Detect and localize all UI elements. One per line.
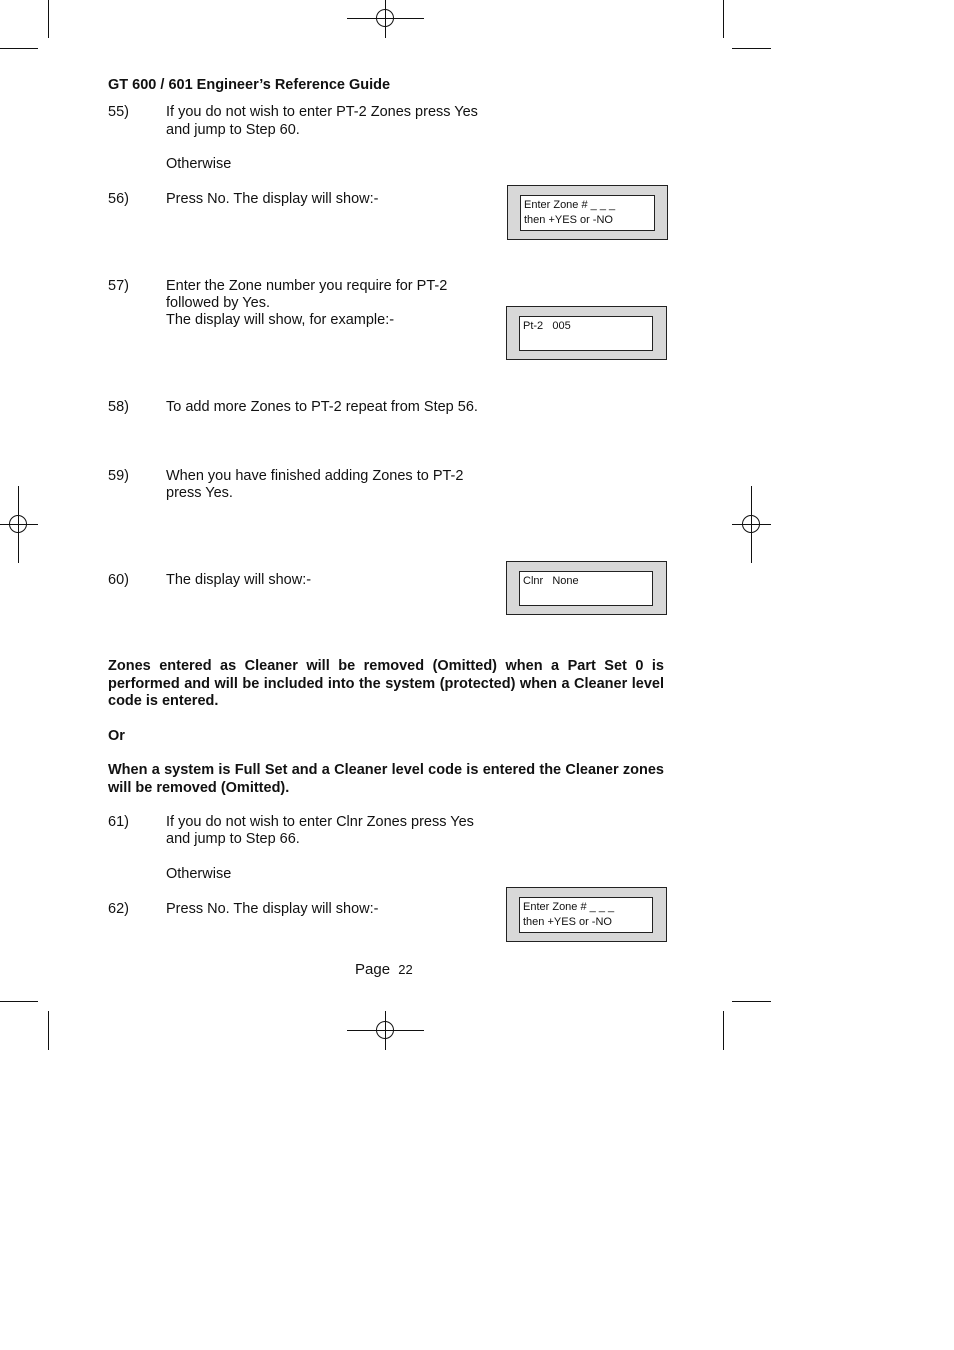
- crop-mark-top-right-v: [723, 0, 724, 38]
- step-text-line: To add more Zones to PT-2 repeat from Step 56.: [166, 399, 478, 415]
- step-number: 61): [108, 814, 129, 830]
- cleaner-note: Zones entered as Cleaner will be removed (Omitted) when a Part Set 0 is performed and will be included into the system (protected) when a Cleaner level code is entered.: [108, 658, 664, 709]
- step-text-line: Enter the Zone number you require for PT-2: [166, 278, 448, 294]
- step-number: 56): [108, 191, 129, 207]
- step-otherwise: Otherwise: [166, 866, 232, 882]
- registration-target-right-icon: [742, 515, 760, 533]
- step-number: 57): [108, 278, 129, 294]
- registration-target-top-icon: [376, 9, 394, 27]
- step-text-line: press Yes.: [166, 485, 233, 501]
- crop-mark-top-right-h: [732, 48, 771, 49]
- step-text-line: When you have finished adding Zones to PT-2: [166, 468, 464, 484]
- crop-mark-bottom-left-v: [48, 1011, 49, 1050]
- step-text-line: and jump to Step 60.: [166, 122, 300, 138]
- step-number: 60): [108, 572, 129, 588]
- keypad-display-screen: [519, 571, 653, 606]
- crop-mark-top-left-h: [0, 48, 38, 49]
- keypad-display: [506, 306, 667, 360]
- step-number: 55): [108, 104, 129, 120]
- keypad-display-screen: [519, 316, 653, 351]
- step-number: 59): [108, 468, 129, 484]
- step-text-line: If you do not wish to enter Clnr Zones press Yes: [166, 814, 474, 830]
- step-otherwise: Otherwise: [166, 156, 232, 172]
- step-text-line: If you do not wish to enter PT-2 Zones press Yes: [166, 104, 478, 120]
- crop-mark-bottom-right-v: [723, 1011, 724, 1050]
- or-separator: Or: [108, 728, 125, 744]
- display-line-1: Enter Zone # _ _ _: [523, 901, 615, 913]
- keypad-display: [506, 561, 667, 615]
- step-text-line: The display will show:-: [166, 572, 312, 588]
- page-label: Page: [355, 961, 391, 978]
- registration-target-bottom-icon: [376, 1021, 394, 1039]
- keypad-display: [507, 185, 668, 240]
- display-line-1: Pt-2 005: [523, 320, 571, 332]
- page-footer: [355, 961, 413, 979]
- crop-mark-bottom-left-h: [0, 1001, 38, 1002]
- step-text-line: The display will show, for example:-: [166, 312, 395, 328]
- step-number: 62): [108, 901, 129, 917]
- step-text-line: and jump to Step 66.: [166, 831, 300, 847]
- crop-mark-top-left-v: [48, 0, 49, 38]
- step-text-line: Press No. The display will show:-: [166, 901, 379, 917]
- display-line-2: then +YES or -NO: [524, 214, 613, 226]
- display-line-1: Enter Zone # _ _ _: [524, 199, 616, 211]
- step-text-line: Press No. The display will show:-: [166, 191, 379, 207]
- step-text-line: followed by Yes.: [166, 295, 270, 311]
- keypad-display-screen: [520, 195, 655, 231]
- full-set-note: When a system is Full Set and a Cleaner level code is entered the Cleaner zones will be removed (Omitted).: [108, 762, 664, 796]
- page-header-title: GT 600 / 601 Engineer’s Reference Guide: [108, 77, 391, 93]
- display-line-2: then +YES or -NO: [523, 916, 612, 928]
- page-number: 22: [398, 962, 413, 977]
- registration-target-left-icon: [9, 515, 27, 533]
- keypad-display: [506, 887, 667, 942]
- display-line-1: Clnr None: [523, 575, 579, 587]
- keypad-display-screen: [519, 897, 653, 933]
- step-number: 58): [108, 399, 129, 415]
- crop-mark-bottom-right-h: [732, 1001, 771, 1002]
